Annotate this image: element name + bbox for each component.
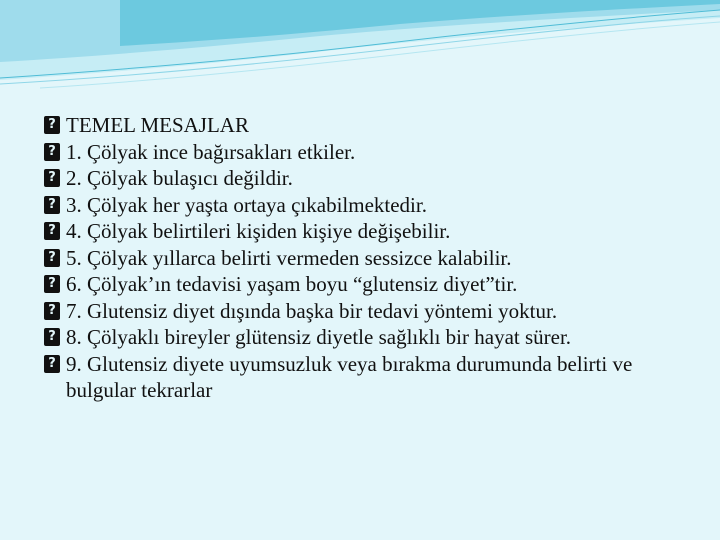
replacement-char-box-icon: ? <box>44 302 60 320</box>
message-item <box>44 324 704 351</box>
message-item <box>44 165 704 192</box>
message-item-text: 5. Çölyak yıllarca belirti vermeden sessizce kalabilir. <box>66 245 512 270</box>
replacement-char-box-icon: ? <box>44 249 60 267</box>
message-item <box>44 298 704 325</box>
replacement-char-box-icon: ? <box>44 275 60 293</box>
slide-title-text: TEMEL MESAJLAR <box>66 113 249 137</box>
replacement-char-box-icon: ? <box>44 328 60 346</box>
slide-title <box>44 112 704 139</box>
message-item-text: 3. Çölyak her yaşta ortaya çıkabilmektedir. <box>66 192 427 217</box>
replacement-char-box-icon: ? <box>44 196 60 214</box>
replacement-char-box-icon: ? <box>44 222 60 240</box>
message-item-text: 2. Çölyak bulaşıcı değildir. <box>66 166 293 190</box>
message-item <box>44 139 704 166</box>
message-item <box>44 218 704 245</box>
message-item <box>44 351 704 404</box>
message-item-text: 6. Çölyak’ın tedavisi yaşam boyu “glutensiz diyet”tir. <box>66 272 518 296</box>
message-item-text: 8. Çölyaklı bireyler glütensiz diyetle sağlıklı bir hayat sürer. <box>66 325 572 349</box>
message-item-text: 7. Glutensiz diyet dışında başka bir tedavi yöntemi yoktur. <box>66 298 558 323</box>
replacement-char-box-icon: ? <box>44 143 60 161</box>
message-item-text: 4. Çölyak belirtileri kişiden kişiye değişebilir. <box>66 219 451 243</box>
header-wave-decoration <box>0 0 720 90</box>
message-item-text: 9. Glutensiz diyete uyumsuzluk veya bırakma durumunda belirti ve bulgular tekrarlar <box>66 351 633 402</box>
message-item-text: 1. Çölyak ince bağırsakları etkiler. <box>66 139 356 164</box>
replacement-char-box-icon: ? <box>44 116 60 134</box>
slide-body <box>44 112 704 404</box>
message-item <box>44 192 704 219</box>
replacement-char-box-icon: ? <box>44 169 60 187</box>
message-item <box>44 245 704 272</box>
replacement-char-box-icon: ? <box>44 355 60 373</box>
message-item <box>44 271 704 298</box>
